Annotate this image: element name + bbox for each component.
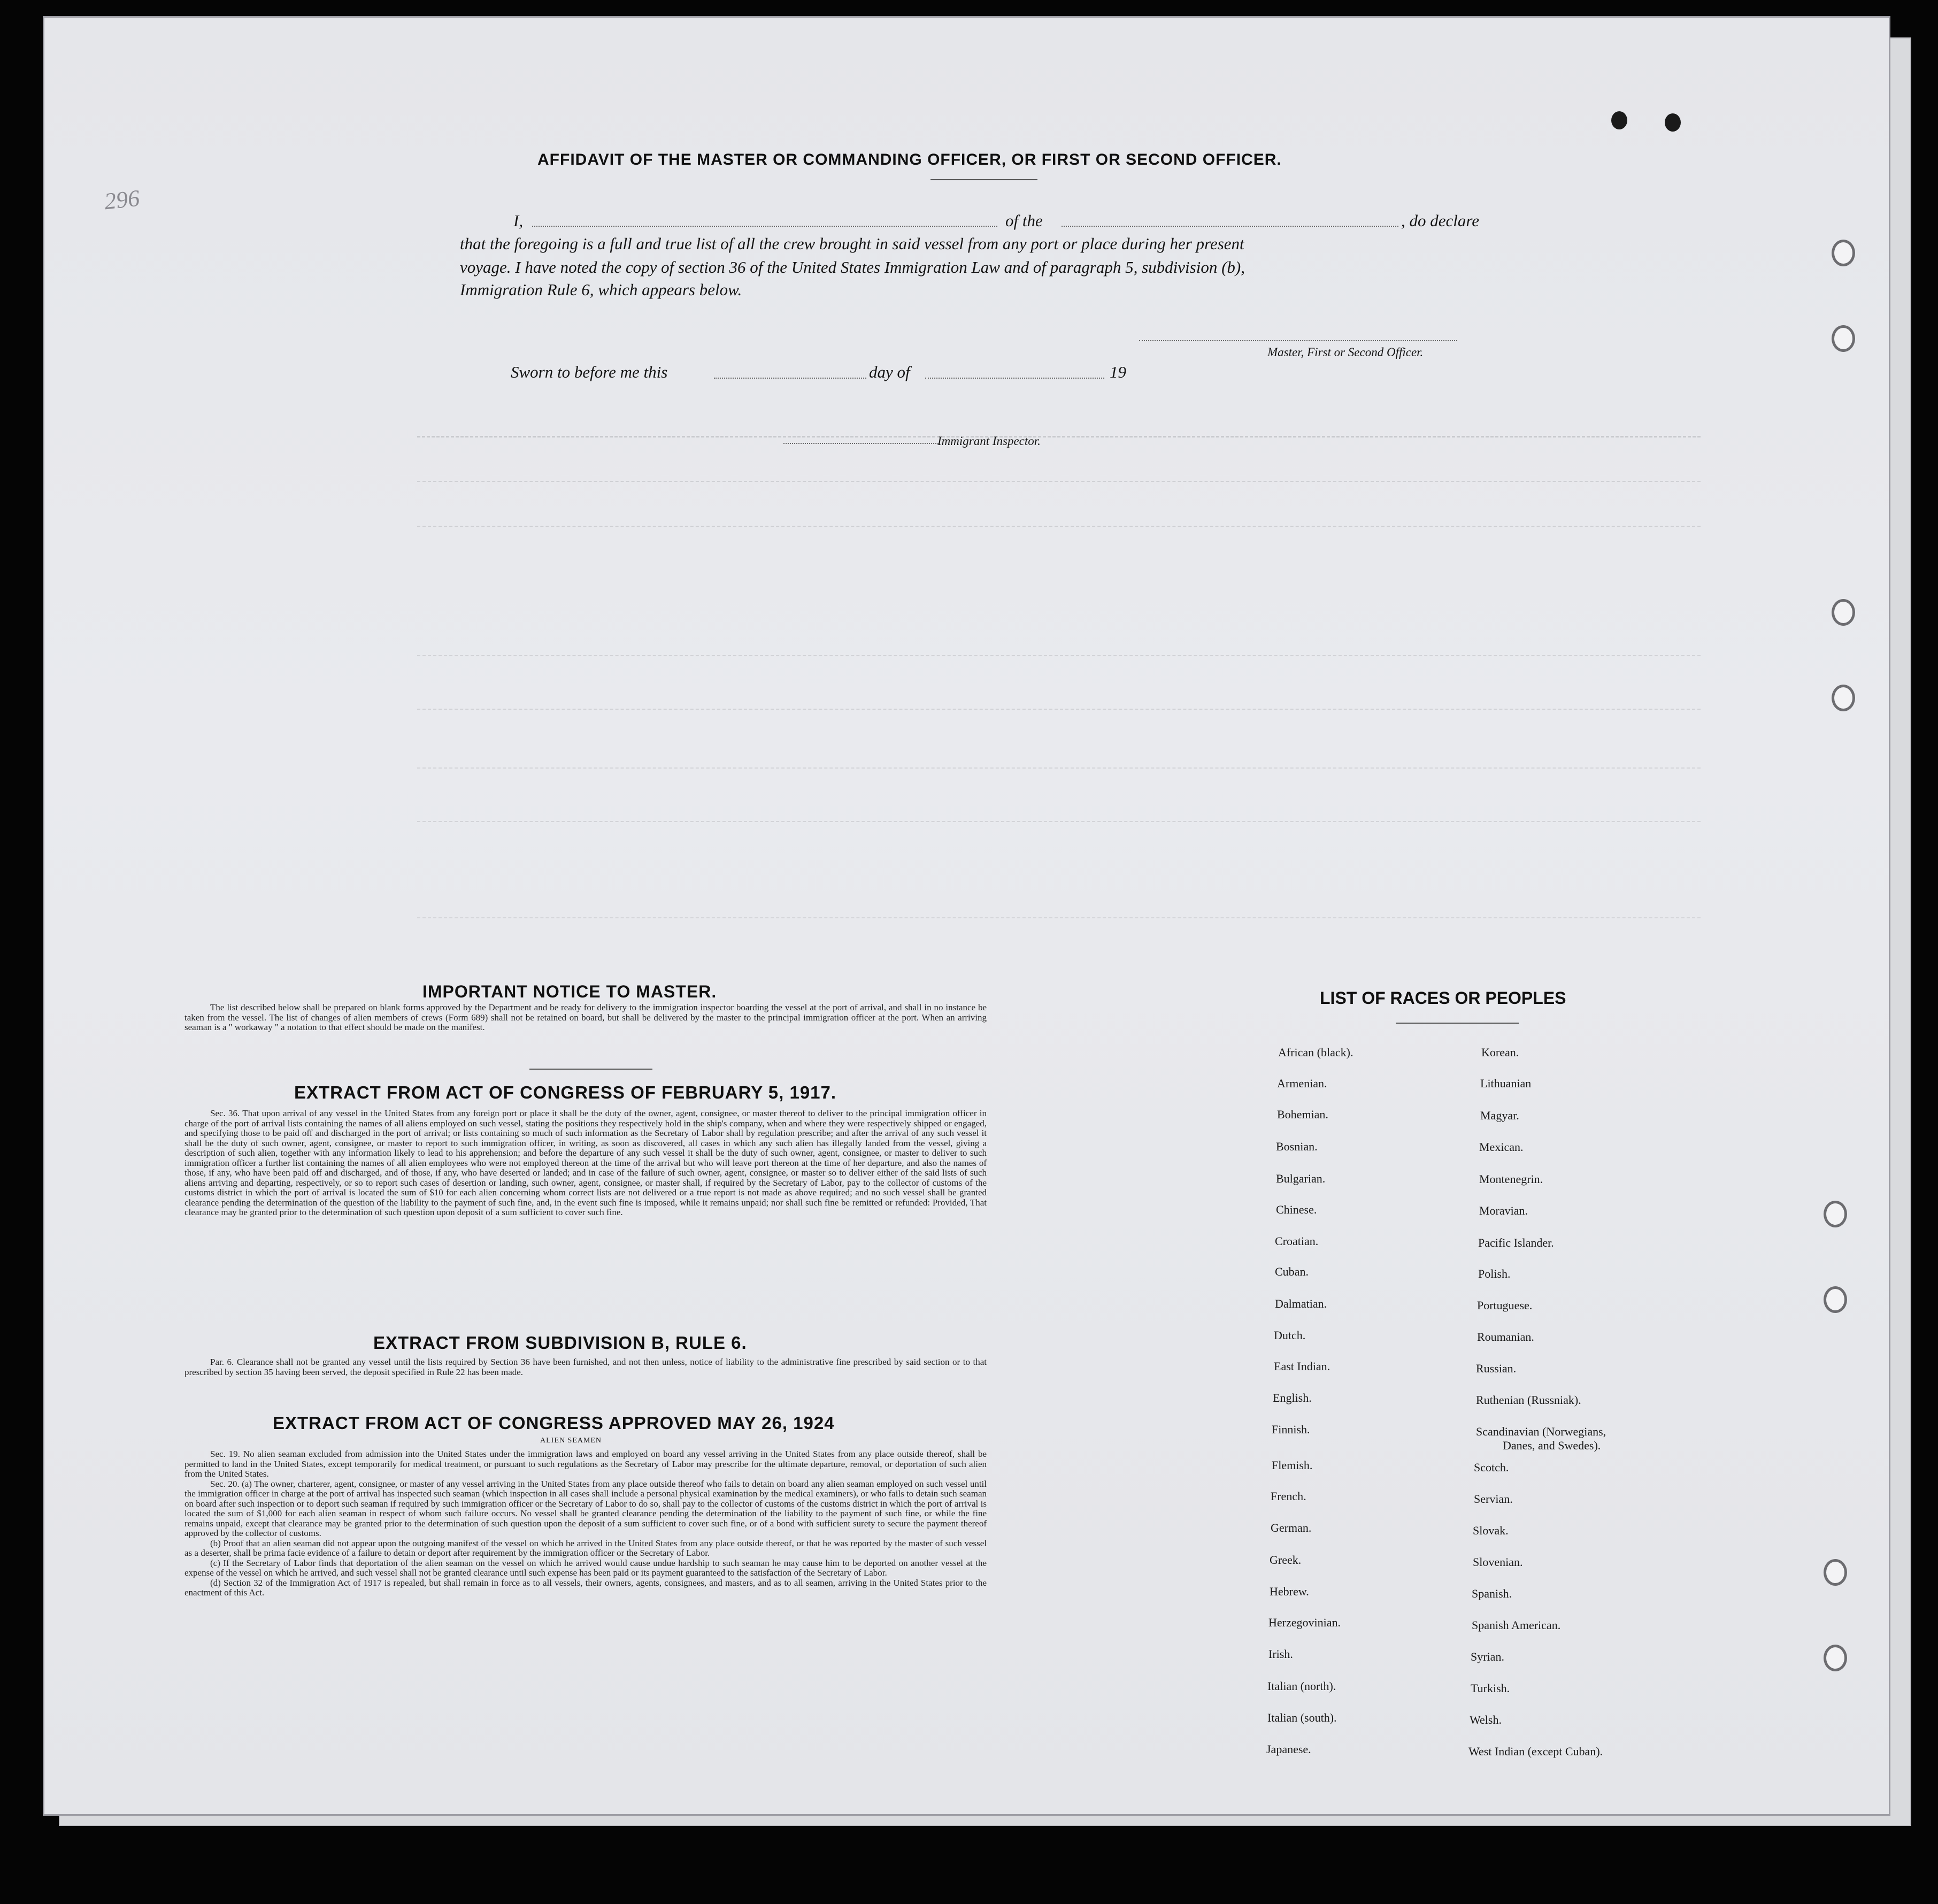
margin-note: 296 bbox=[103, 185, 141, 215]
race-item: Spanish. bbox=[1472, 1587, 1512, 1600]
ring-hole bbox=[1832, 599, 1855, 626]
sworn-month-blank bbox=[925, 378, 1104, 379]
race-item: Mexican. bbox=[1479, 1140, 1524, 1154]
race-item: Flemish. bbox=[1272, 1458, 1313, 1472]
race-item: Scandinavian (Norwegians, bbox=[1476, 1425, 1606, 1438]
race-item: Chinese. bbox=[1276, 1203, 1317, 1216]
race-item: Slovenian. bbox=[1473, 1555, 1523, 1569]
paragraph-6: Par. 6. Clearance shall not be granted any vessel until the lists required by Section 36 have been furnished, and not then unless, notice of liability to the administrative fine prescribed by said section or to that prescribed by section 35 having been served, the deposit specified in Rule 22 has been made. bbox=[184, 1357, 987, 1377]
section-36-paragraph: Sec. 36. That upon arrival of any vessel in the United States from any foreign port or place it shall be the duty of the owner, agent, consignee, or master thereof to deliver to the principal immigration officer in charge of the port of arrival lists containing the names of all aliens employed on such vessel, stating the positions they respectively hold in the ship's company, when and where they were respectively shipped or engaged, and specifying those to be paid off and discharged in the port of arrival; or lists containing so much of such information as the Secretary of Labor shall by regulation prescribe; and after the arrival of any such vessel it shall be the duty of such owner, agent, consignee, or master to report to such immigration officer, in writing, as soon as discovered, all cases in which any such alien has illegally landed from the vessel, giving a description of such alien, together with any information likely to lead to his apprehension; and before the departure of any such vessel it shall be the duty of such owner, agent, consignee, or master to deliver to such immigration officer a further list containing the names of all alien employees who were not employed thereon at the time of the arrival but who will leave port thereon at the time of her departure, and also the names of those, if any, who have been paid off and discharged, and of those, if any, who have deserted or landed; and in case of the failure of such owner, agent, consignee, or master so to deliver either of the said lists of such aliens arriving and departing, respectively, or so to report such cases of desertion or landing, such owner, agent, consignee, or master shall, if required by the Secretary of Labor, pay to the collector of customs of the customs district in which the port of arrival is located the sum of $10 for each alien concerning whom correct lists are not delivered or a true report is not made as above required; and no such vessel shall be granted clearance pending the determination of the question of the liability to the payment of such fine, and, in the event such fine is imposed, while it remains unpaid; nor shall such fine be remitted or refunded: Provided, That clearance may be granted prior to the determination of such question upon deposit of a sum sufficient to cover such fine. bbox=[184, 1108, 987, 1217]
inspector-signature-line bbox=[783, 443, 939, 444]
race-item: Italian (north). bbox=[1267, 1679, 1336, 1693]
section-19-paragraph: Sec. 19. No alien seaman excluded from admission into the United States under the immigration laws and employed on board any vessel arriving in the United States from any place outside thereof, shall be permitted to land in the United States, except temporarily for medical treatment, or pursuant to such regulations as the Secretary of Labor may prescribe for the ultimate departure, removal, or deportation of such alien from the United States. bbox=[184, 1449, 987, 1479]
races-divider bbox=[1396, 1023, 1519, 1024]
race-item: Magyar. bbox=[1480, 1109, 1519, 1122]
punch-hole bbox=[1611, 111, 1627, 129]
extract-1917-title: EXTRACT FROM ACT OF CONGRESS OF FEBRUARY 5, 1917. bbox=[294, 1082, 837, 1102]
affidavit-title: AFFIDAVIT OF THE MASTER OR COMMANDING OFFICER, OR FIRST OR SECOND OFFICER. bbox=[537, 151, 1282, 168]
name-blank-line bbox=[532, 226, 997, 227]
race-item: Pacific Islander. bbox=[1478, 1236, 1554, 1249]
race-item: Lithuanian bbox=[1480, 1077, 1532, 1090]
race-item: Turkish. bbox=[1471, 1682, 1510, 1695]
race-item: Hebrew. bbox=[1270, 1585, 1309, 1598]
race-item: Herzegovinian. bbox=[1268, 1616, 1341, 1629]
race-item: Bohemian. bbox=[1277, 1108, 1328, 1121]
race-item: German. bbox=[1271, 1521, 1312, 1534]
race-item: Moravian. bbox=[1479, 1204, 1528, 1217]
ring-hole bbox=[1824, 1201, 1847, 1227]
notice-text bbox=[184, 1003, 987, 1033]
race-item: Slovak. bbox=[1473, 1524, 1509, 1537]
ring-hole bbox=[1832, 240, 1855, 266]
ring-hole bbox=[1832, 325, 1855, 352]
extract-rule6-text bbox=[184, 1357, 987, 1377]
race-item: Spanish American. bbox=[1472, 1618, 1561, 1632]
year-label: 19 bbox=[1110, 363, 1126, 381]
race-item: Polish. bbox=[1478, 1267, 1511, 1280]
race-item: Cuban. bbox=[1275, 1265, 1309, 1278]
extract-1924-text bbox=[184, 1449, 987, 1598]
extract-1917-text bbox=[184, 1109, 987, 1218]
bleed-through-marks bbox=[417, 436, 1754, 960]
race-item: Servian. bbox=[1474, 1492, 1513, 1506]
race-item: Bulgarian. bbox=[1276, 1172, 1326, 1185]
section-20d-paragraph: (d) Section 32 of the Immigration Act of 1917 is repealed, but shall remain in force as to all vessels, their owners, agents, consignees, and masters, and as to all seamen, arriving in the United States prior to the enactment of this Act. bbox=[184, 1577, 987, 1598]
sworn-day-blank bbox=[714, 378, 866, 379]
notice-paragraph: The list described below shall be prepared on blank forms approved by the Department and be ready for delivery to the immigration inspector boarding the vessel at the port of arrival, and shall in no instance be taken from the vessel. The list of changes of alien members of crews (Form 689) shall not be retained on board, but shall be delivered by the master to the principal immigration officer at the port. When an arriving seaman is a " workaway " a notation to that effect should be made on the manifest. bbox=[184, 1002, 987, 1032]
race-item: Korean. bbox=[1481, 1046, 1519, 1059]
inspector-label: Immigrant Inspector. bbox=[937, 434, 1041, 448]
affidavit-line-2: that the foregoing is a full and true list of all the crew brought in said vessel from any port or place during her present bbox=[460, 234, 1244, 253]
master-signature-line bbox=[1139, 340, 1457, 341]
race-item: Ruthenian (Russniak). bbox=[1476, 1393, 1581, 1407]
race-item: East Indian. bbox=[1274, 1360, 1331, 1373]
race-item: Japanese. bbox=[1266, 1742, 1311, 1756]
affidavit-declare-label: , do declare bbox=[1401, 211, 1480, 230]
race-item: Welsh. bbox=[1470, 1713, 1502, 1726]
affidavit-of-the-label: of the bbox=[1005, 211, 1043, 230]
race-item: African (black). bbox=[1278, 1046, 1353, 1059]
affidavit-i-label: I, bbox=[513, 211, 524, 230]
race-item: Italian (south). bbox=[1267, 1711, 1337, 1724]
affidavit-line-3: voyage. I have noted the copy of section 36 of the United States Immigration Law and of paragraph 5, subdivision (b), bbox=[460, 258, 1245, 277]
race-item: West Indian (except Cuban). bbox=[1468, 1745, 1603, 1758]
race-item: Russian. bbox=[1476, 1362, 1517, 1375]
ring-hole bbox=[1824, 1645, 1847, 1671]
sworn-label: Sworn to before me this bbox=[511, 363, 668, 381]
race-item: Croatian. bbox=[1275, 1234, 1319, 1248]
race-item: French. bbox=[1271, 1490, 1306, 1503]
section-20a-paragraph: Sec. 20. (a) The owner, charterer, agent, consignee, or master of any vessel arriving in the United States from any place outside thereof who fails to detain on board any alien seaman employed on such vessel until the immigration officer in charge at the port of arrival has inspected such seaman (which inspection in all cases shall include a personal physical examination by the medical examiners), or who fails to detain such seaman on board after such inspection or to deport such seaman if required by such immigration officer or the Secretary of Labor to do so, shall pay to the collector of customs of the customs district in which the port of arrival is located the sum of $1,000 for each alien seaman in respect of whom such failure occurs. No vessel shall be granted clearance pending the determination of the liability to the payment of such fine, or while the fine remains unpaid, except that clearance may be granted prior to the determination of such question upon the deposit of a sum sufficient to cover such fine, or of a bond with sufficient surety to secure the payment thereof approved by the collector of customs. bbox=[184, 1478, 987, 1538]
extract-rule6-title: EXTRACT FROM SUBDIVISION B, RULE 6. bbox=[373, 1333, 747, 1353]
title-divider bbox=[930, 179, 1037, 180]
race-item: Syrian. bbox=[1471, 1650, 1504, 1663]
race-item: Finnish. bbox=[1272, 1423, 1310, 1436]
section-20c-paragraph: (c) If the Secretary of Labor finds that deportation of the alien seaman on the vessel on which he arrived would cause undue hardship to such seaman he may cause him to be deported on another vessel at the expense of the vessel on which he arrived, and such vessel shall not be granted clearance until such expense has been paid or its payment guaranteed to the satisfaction of the Secretary of Labor. bbox=[184, 1557, 987, 1578]
race-item-continuation: Danes, and Swedes). bbox=[1503, 1439, 1601, 1452]
punch-hole bbox=[1665, 113, 1681, 132]
vessel-blank-line bbox=[1062, 226, 1398, 227]
race-item: Armenian. bbox=[1277, 1077, 1327, 1090]
race-item: Dalmatian. bbox=[1275, 1297, 1327, 1310]
races-title: LIST OF RACES OR PEOPLES bbox=[1320, 988, 1566, 1008]
master-signature-label: Master, First or Second Officer. bbox=[1267, 346, 1424, 359]
race-item: Bosnian. bbox=[1276, 1140, 1318, 1153]
extract-1924-title: EXTRACT FROM ACT OF CONGRESS APPROVED MAY 26, 1924 bbox=[273, 1413, 835, 1433]
alien-seamen-subtitle: ALIEN SEAMEN bbox=[540, 1437, 602, 1445]
race-item: Irish. bbox=[1268, 1647, 1293, 1661]
notice-divider bbox=[529, 1069, 652, 1070]
race-item: Dutch. bbox=[1274, 1329, 1306, 1342]
race-item: Scotch. bbox=[1474, 1461, 1509, 1474]
race-item: Montenegrin. bbox=[1479, 1172, 1543, 1186]
race-item: English. bbox=[1273, 1391, 1312, 1404]
race-item: Roumanian. bbox=[1477, 1330, 1534, 1343]
ring-hole bbox=[1824, 1286, 1847, 1313]
day-of-label: day of bbox=[869, 363, 910, 381]
race-item: Portuguese. bbox=[1477, 1299, 1533, 1312]
section-20b-paragraph: (b) Proof that an alien seaman did not appear upon the outgoing manifest of the vessel on which he arrived in the United States from any place outside thereof, or that he was reported by the master of such vessel as a deserter, shall be prima facie evidence of a failure to detain or deport after requirement by the immigration officer or the Secretary of Labor. bbox=[184, 1538, 987, 1558]
notice-title: IMPORTANT NOTICE TO MASTER. bbox=[422, 982, 717, 1001]
ring-hole bbox=[1824, 1559, 1847, 1586]
race-item: Greek. bbox=[1270, 1553, 1302, 1567]
ring-hole bbox=[1832, 685, 1855, 711]
affidavit-line-4: Immigration Rule 6, which appears below. bbox=[460, 280, 742, 299]
